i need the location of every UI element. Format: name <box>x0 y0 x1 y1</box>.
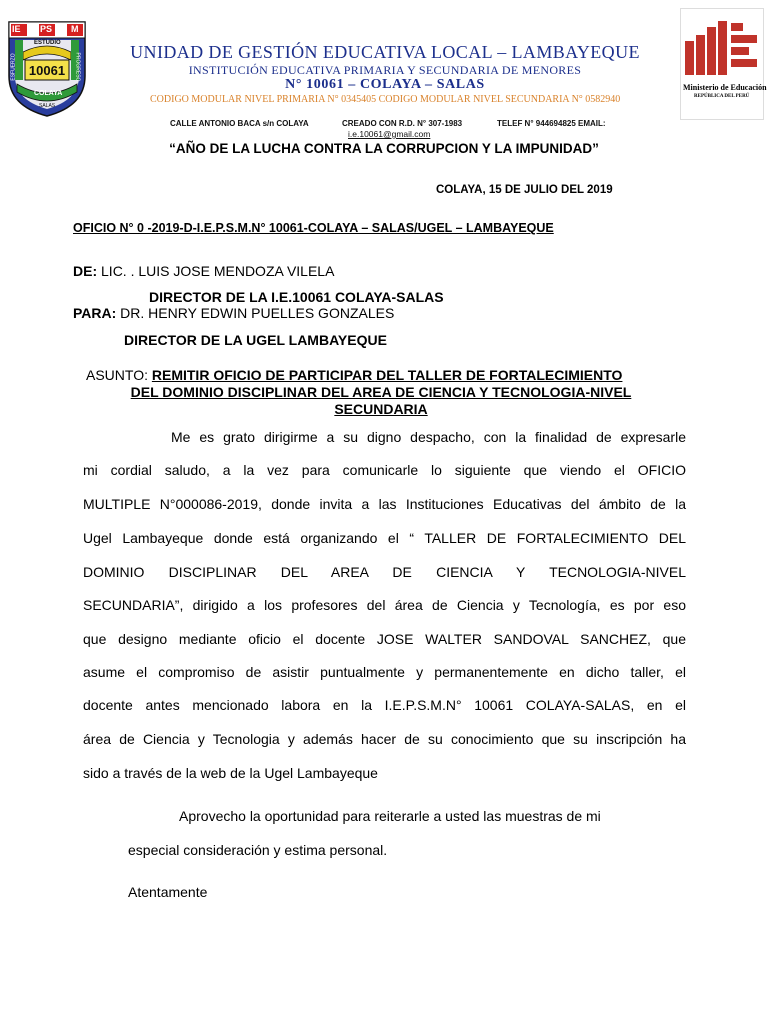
from-name: LIC. . LUIS JOSE MENDOZA VILELA <box>97 263 335 279</box>
logo-m-text: M <box>71 24 79 34</box>
closing-line-1: Aprovecho la oportunidad para reiterarle a usted las muestras de mi <box>179 808 601 824</box>
to-label: PARA: <box>73 305 117 321</box>
ministry-logo <box>680 8 767 120</box>
header-created: CREADO CON R.D. N° 307-1983 <box>342 119 463 128</box>
body-line-4: Ugel Lambayeque donde está organizando el “ TALLER DE FORTALECIMIENTO DEL <box>83 530 686 546</box>
body-line-7: que designo mediante oficio el docente JOSE WALTER SANDOVAL SANCHEZ, que <box>83 631 686 647</box>
logo-ps-text: PS <box>40 24 53 34</box>
subject-line-1: REMITIR OFICIO DE PARTICIPAR DEL TALLER DE FORTALECIMIENTO <box>151 367 623 383</box>
subject-line-2: DEL DOMINIO DISCIPLINAR DEL AREA DE CIENCIA Y TECNOLOGIA-NIVEL <box>130 384 632 400</box>
body-line-6: SECUNDARIA”, dirigido a los profesores del área de Ciencia y Tecnología, es por eso <box>83 597 686 613</box>
to-name: DR. HENRY EDWIN PUELLES GONZALES <box>116 305 395 321</box>
signoff: Atentamente <box>128 884 208 900</box>
header-school-number: N° 10061 – COLAYA – SALAS <box>285 77 485 92</box>
logo-number: 10061 <box>28 63 66 78</box>
header-ugel: UNIDAD DE GESTIÓN EDUCATIVA LOCAL – LAMBAYEQUE <box>130 42 640 62</box>
from-role: DIRECTOR DE LA I.E.10061 COLAYA-SALAS <box>149 289 444 305</box>
header-modular-codes: CODIGO MODULAR NIVEL PRIMARIA N° 0345405 CODIGO MODULAR NIVEL SECUNDARIA N° 0582940 <box>150 94 621 105</box>
school-logo <box>5 18 89 118</box>
year-motto: “AÑO DE LA LUCHA CONTRA LA CORRUPCION Y LA IMPUNIDAD” <box>169 141 599 156</box>
body-line-9: docente antes mencionado labora en la I.E.P.S.M.N° 10061 COLAYA-SALAS, en el <box>83 697 686 713</box>
logo-bottom-text: SALAS <box>39 103 56 109</box>
header-email[interactable]: i.e.10061@gmail.com <box>348 129 431 139</box>
header-phone: TELEF N° 944694825 EMAIL: <box>497 119 606 128</box>
document-date: COLAYA, 15 DE JULIO DEL 2019 <box>436 184 613 196</box>
body-line-10: área de Ciencia y Tecnologia y además hacer de su conocimiento que su inscripción ha <box>83 731 686 747</box>
subject <box>86 367 696 418</box>
body-line-5: DOMINIO DISCIPLINAR DEL AREA DE CIENCIA Y TECNOLOGIA-NIVEL <box>83 564 686 580</box>
ministry-name: Ministerio de Educación <box>683 83 767 92</box>
body-line-8: asume el compromiso de asistir puntualmente y permanentemente en dicho taller, el <box>83 664 686 680</box>
header-institution: INSTITUCIÓN EDUCATIVA PRIMARIA Y SECUNDARIA DE MENORES <box>188 63 582 77</box>
closing-line-2: especial consideración y estima personal. <box>128 842 388 858</box>
subject-label: ASUNTO: <box>86 367 152 383</box>
from-label: DE: <box>73 263 98 279</box>
header-address: CALLE ANTONIO BACA s/n COLAYA <box>170 119 309 128</box>
body-line-2: mi cordial saludo, a la vez para comunicarle lo siguiente que viendo el OFICIO <box>83 462 686 478</box>
ministry-country: REPÚBLICA DEL PERÚ <box>694 94 750 99</box>
from-line <box>73 263 334 279</box>
body-line-3: MULTIPLE N°000086-2019, donde invita a las Instituciones Educativas del ámbito de la <box>83 496 686 512</box>
subject-line-3: SECUNDARIA <box>334 401 428 417</box>
body-line-11: sido a través de la web de la Ugel Lambayeque <box>83 765 378 781</box>
logo-side-right: PROGRESO <box>74 52 81 82</box>
logo-ribbon-text: COLAYA <box>34 90 63 97</box>
oficio-number: OFICIO N° 0 -2019-D-I.E.P.S.M.N° 10061-COLAYA – SALAS/UGEL – LAMBAYEQUE <box>73 221 554 235</box>
to-line <box>73 305 394 321</box>
logo-side-left: ESFUERZO <box>10 53 17 81</box>
to-role: DIRECTOR DE LA UGEL LAMBAYEQUE <box>124 332 387 348</box>
logo-ie-text: IE <box>12 24 21 34</box>
body-line-1: Me es grato dirigirme a su digno despacho, con la finalidad de expresarle <box>171 429 686 445</box>
logo-banner-text: ESTUDIO <box>34 40 61 46</box>
